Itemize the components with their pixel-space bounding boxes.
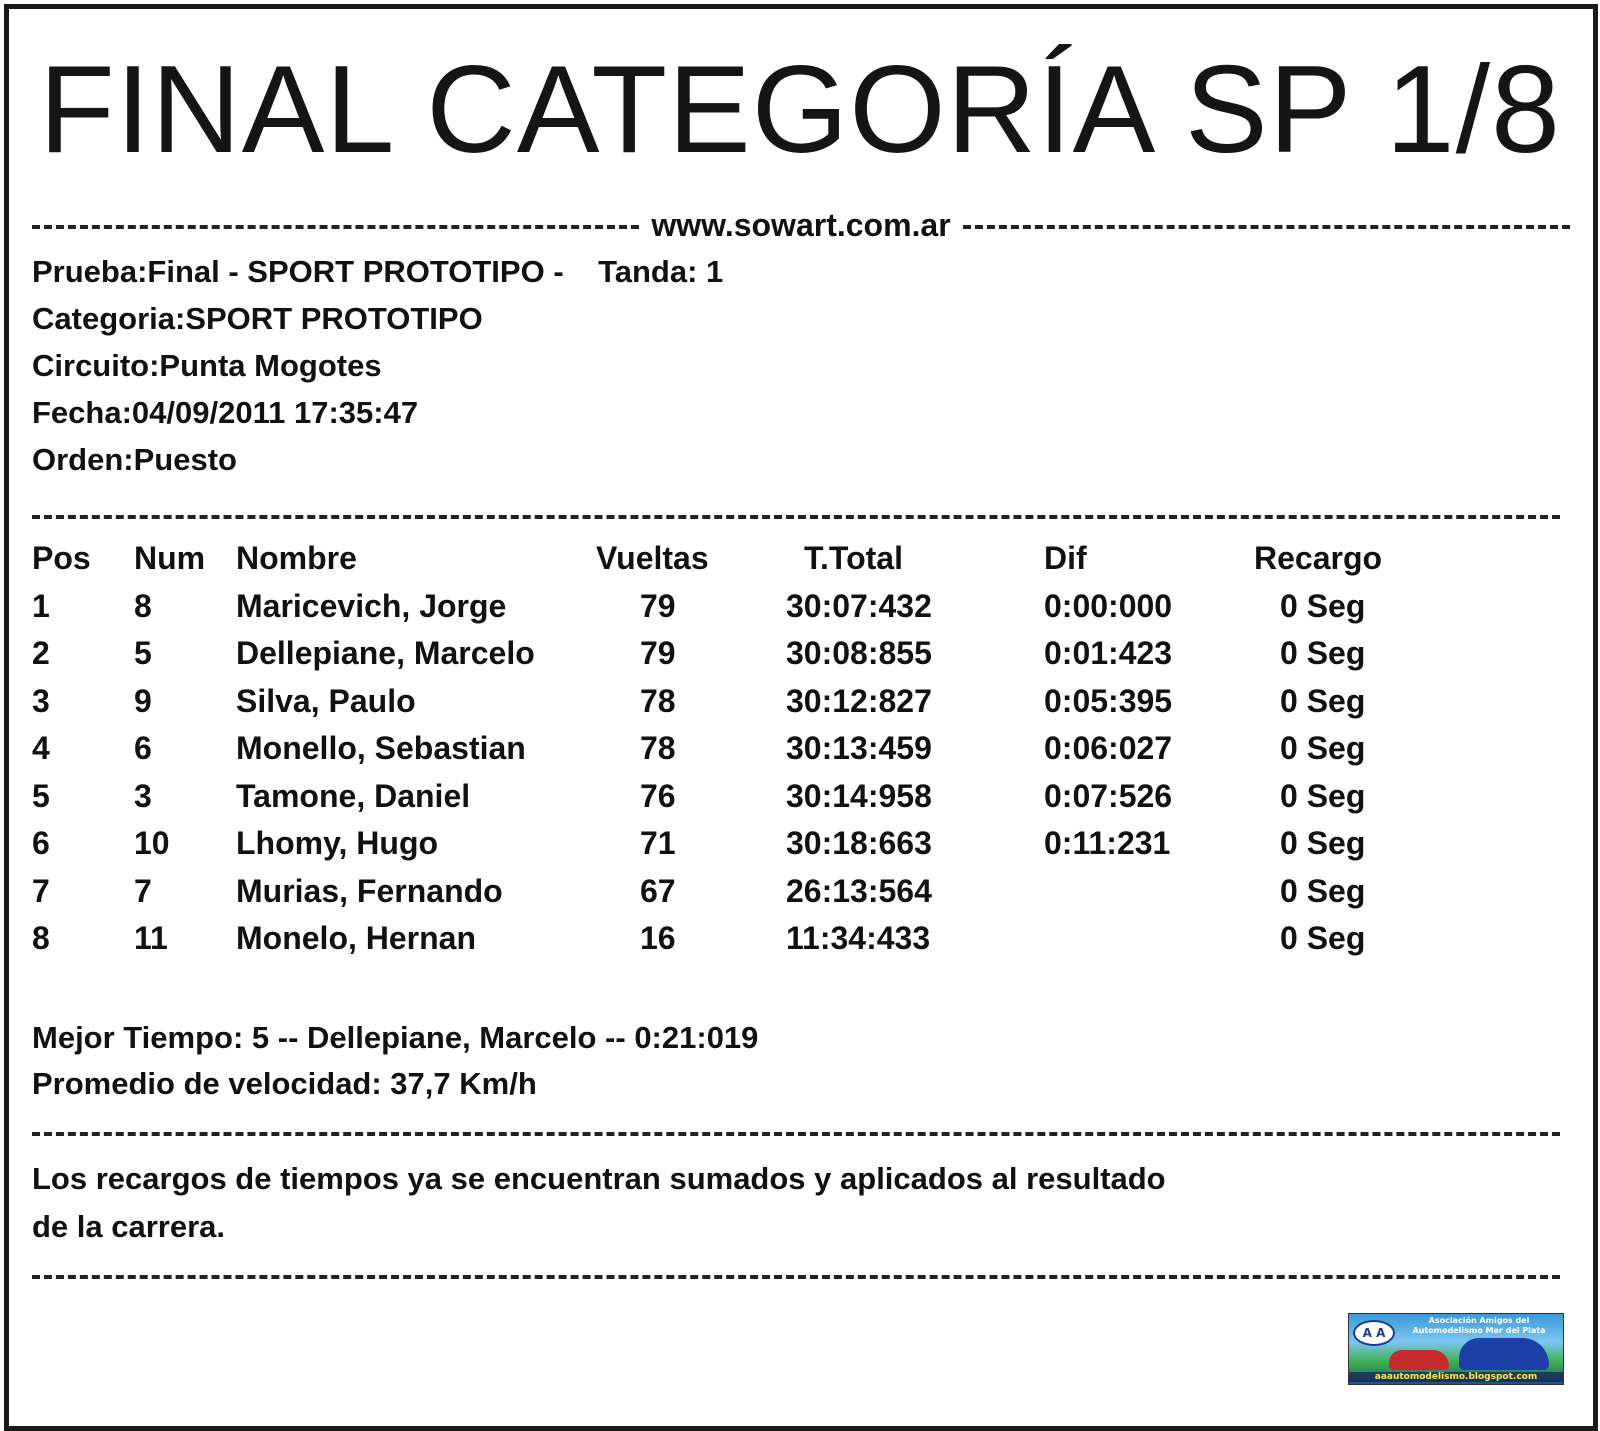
dash-right (963, 225, 1570, 229)
separator-3 (32, 1275, 1560, 1279)
cell-pos: 4 (32, 730, 50, 767)
cell-recargo: 0 Seg (1280, 777, 1366, 814)
cell-dif (1044, 868, 1254, 916)
header-vueltas: Vueltas (596, 540, 709, 577)
cell-recargo: 0 Seg (1280, 872, 1366, 909)
cell-pos: 5 (32, 777, 50, 814)
cell-vueltas: 79 (640, 635, 676, 672)
note-text (32, 1155, 1532, 1251)
cell-nombre: Lhomy, Hugo (236, 825, 439, 862)
cell-dif: 0:11:231 (1044, 825, 1171, 862)
cell-pos: 7 (32, 872, 50, 909)
info-fecha: Fecha:04/09/2011 17:35:47 (32, 395, 419, 430)
cell-vueltas: 16 (640, 920, 676, 957)
cell-num: 5 (134, 635, 152, 672)
header-pos: Pos (32, 540, 91, 577)
cell-vueltas: 78 (640, 682, 676, 719)
blue-car-icon (1459, 1338, 1549, 1370)
table-row (26, 868, 1460, 916)
cell-num: 8 (134, 587, 152, 624)
table-header-row (26, 535, 1460, 583)
cell-pos: 6 (32, 825, 50, 862)
cell-num: 3 (134, 777, 152, 814)
cell-recargo: 0 Seg (1280, 682, 1366, 719)
best-time: Mejor Tiempo: 5 -- Dellepiane, Marcelo -- 0:21:019 (32, 1020, 759, 1055)
table-row (26, 915, 1460, 963)
cell-pos: 3 (32, 682, 50, 719)
cell-total: 30:08:855 (786, 635, 932, 672)
header-nombre: Nombre (236, 540, 357, 577)
cell-vueltas: 79 (640, 587, 676, 624)
site-separator (32, 205, 1570, 245)
cell-pos: 8 (32, 920, 50, 957)
cell-nombre: Tamone, Daniel (236, 777, 471, 814)
page-title: FINAL CATEGORÍA SP 1/8 (39, 41, 1561, 179)
header-recargo: Recargo (1254, 540, 1383, 577)
cell-num: 6 (134, 730, 152, 767)
logo-url: aaautomodelismo.blogspot.com (1349, 1372, 1563, 1382)
table-row (26, 820, 1460, 868)
club-logo-icon (1348, 1313, 1564, 1385)
cell-pos: 2 (32, 635, 50, 672)
cell-total: 30:14:958 (786, 777, 932, 814)
cell-dif: 0:06:027 (1044, 730, 1173, 767)
cell-nombre: Maricevich, Jorge (236, 587, 507, 624)
note-line-1: Los recargos de tiempos ya se encuentran sumados y aplicados al resultado (32, 1161, 1166, 1196)
cell-num: 10 (134, 825, 170, 862)
note-line-2: de la carrera. (32, 1209, 226, 1244)
info-circuito: Circuito:Punta Mogotes (32, 348, 382, 383)
header-num: Num (134, 540, 206, 577)
cell-nombre: Monello, Sebastian (236, 730, 526, 767)
logo-text: Asociación Amigos del Automodelismo Mar del Plata (1412, 1316, 1546, 1335)
cell-vueltas: 78 (640, 730, 676, 767)
red-car-icon (1389, 1350, 1449, 1370)
cell-recargo: 0 Seg (1280, 825, 1366, 862)
header-dif: Dif (1044, 540, 1087, 577)
cell-vueltas: 71 (640, 825, 676, 862)
table-row (26, 583, 1460, 631)
cell-vueltas: 76 (640, 777, 676, 814)
cell-nombre: Monelo, Hernan (236, 920, 477, 957)
cell-total: 30:12:827 (786, 682, 932, 719)
cell-total: 11:34:433 (786, 920, 931, 957)
header-total: T.Total (804, 540, 903, 577)
cell-total: 30:18:663 (786, 825, 932, 862)
cell-recargo: 0 Seg (1280, 635, 1366, 672)
cell-vueltas: 67 (640, 872, 676, 909)
cell-dif: 0:00:000 (1044, 587, 1173, 624)
average-speed: Promedio de velocidad: 37,7 Km/h (32, 1066, 537, 1101)
cell-total: 30:07:432 (786, 587, 932, 624)
separator-2 (32, 1132, 1560, 1136)
table-row (26, 725, 1460, 773)
cell-dif: 0:01:423 (1044, 635, 1173, 672)
info-categoria: Categoria:SPORT PROTOTIPO (32, 301, 483, 336)
cell-recargo: 0 Seg (1280, 920, 1366, 957)
cell-num: 9 (134, 682, 152, 719)
cell-num: 7 (134, 872, 152, 909)
table-row (26, 678, 1460, 726)
separator-1 (32, 515, 1560, 519)
cell-recargo: 0 Seg (1280, 587, 1366, 624)
site-url[interactable]: www.sowart.com.ar (651, 206, 951, 243)
table-row (26, 773, 1460, 821)
results-table (26, 535, 1460, 963)
info-prueba: Prueba:Final - SPORT PROTOTIPO - Tanda: 1 (32, 254, 724, 289)
cell-pos: 1 (32, 587, 50, 624)
info-orden: Orden:Puesto (32, 442, 237, 477)
cell-nombre: Dellepiane, Marcelo (236, 635, 535, 672)
cell-num: 11 (134, 920, 168, 957)
cell-total: 30:13:459 (786, 730, 932, 767)
cell-nombre: Silva, Paulo (236, 682, 416, 719)
cell-dif: 0:07:526 (1044, 777, 1173, 814)
dash-left (32, 225, 639, 229)
cell-dif: 0:05:395 (1044, 682, 1173, 719)
cell-nombre: Murias, Fernando (236, 872, 503, 909)
table-row (26, 630, 1460, 678)
cell-total: 26:13:564 (786, 872, 932, 909)
cell-dif (1044, 915, 1254, 963)
cell-recargo: 0 Seg (1280, 730, 1366, 767)
logo-badge: A A (1353, 1320, 1395, 1346)
